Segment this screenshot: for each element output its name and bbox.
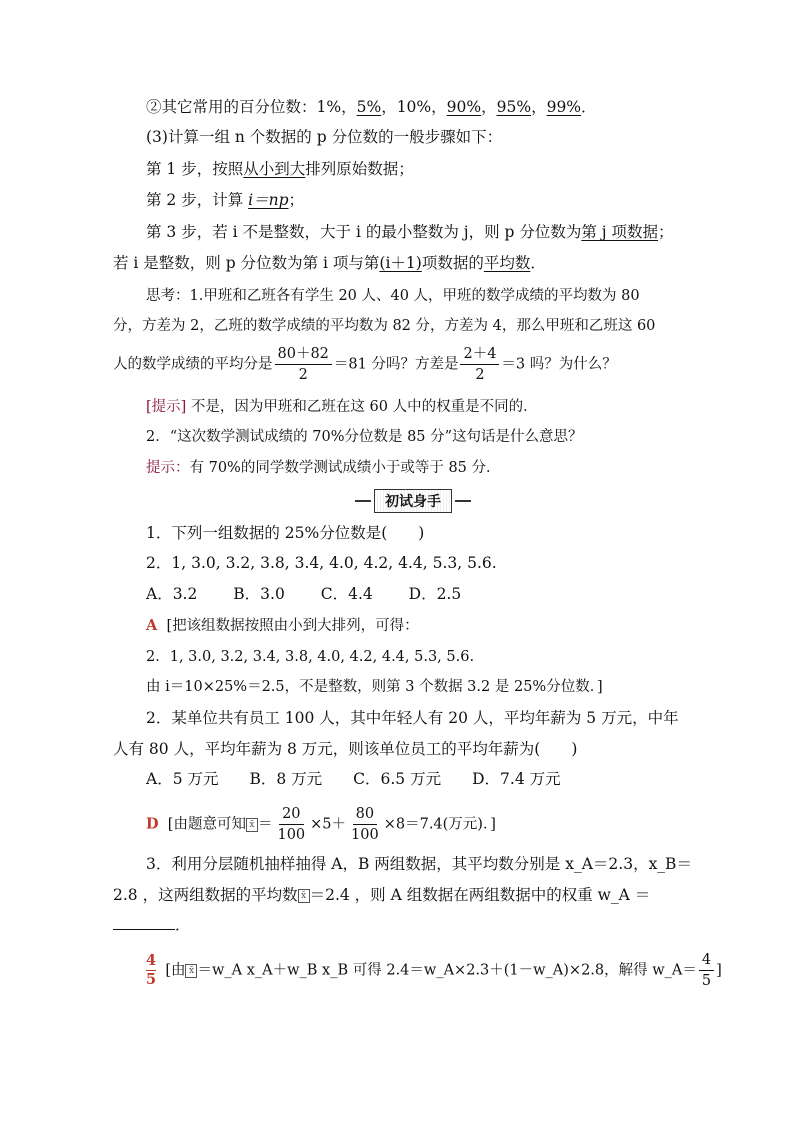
text: ； [658,223,674,241]
fraction [275,344,332,385]
text: ； [288,191,305,209]
text: 若 i 是整数，则 p 分位数为第 i 项与第 [113,254,380,272]
text: ＝81 分吗？方差是 [333,356,459,373]
underlined-answer: i＝np [248,191,289,209]
x-bar-symbol-icon: x̄ [246,818,258,832]
hint-tag: [提示] [146,399,187,415]
denominator: 2 [298,367,308,383]
x-bar-symbol-icon: x̄ [298,889,310,903]
banner-rule [355,500,371,502]
underlined-answer: 99% [546,98,582,116]
text: [由题意可知 [167,816,246,833]
fraction [699,950,714,991]
text: [由 [165,962,186,979]
underlined-answer: 90% [446,98,482,116]
text: ． [530,254,546,272]
numerator: 20 [279,804,303,825]
underlined-answer: 平均数 [483,254,531,272]
question-2: 2．“这次数学测试成绩的 70%分位数是 85 分”这句话是什么意思？ [146,429,583,445]
text: ＝2.4 ，则 A 组数据在两组数据中的权重 w_A ＝ [309,886,651,904]
denominator: 2 [475,367,485,383]
text: ] [716,962,722,979]
problem-1: 1．下列一组数据的 25%分位数是( ) [146,524,425,542]
numerator: 4 [699,950,714,971]
denominator: 100 [351,827,379,843]
text: 第 2 步，计算 [146,191,249,209]
numerator: 80 [353,804,377,825]
problem-1-options: A．3.2 B．3.0 C．4.4 D．2.5 [146,585,462,603]
denominator: 5 [701,973,712,989]
numerator: 80＋82 [275,344,332,365]
think-line-2: 分，方差为 2，乙班的数学成绩的平均数为 82 分，方差为 4，那么甲班和乙班这 60 [113,318,656,334]
underlined-answer: 从小到大 [243,160,306,178]
text: ×5＋ [310,816,347,833]
underlined-answer: 第 j 项数据 [581,223,659,241]
text: 项数据的 [421,254,484,272]
text: ． [581,98,597,116]
fraction [348,804,382,845]
problem-2-line-2: 人有 80 人，平均年薪为 8 万元，则该单位员工的平均年薪为( ) [113,740,578,758]
solution-1-line-2: 2．1, 3.0, 3.2, 3.4, 3.8, 4.0, 4.2, 4.4, 5.3, 5.6. [146,649,475,665]
problem-1-data: 2．1, 3.0, 3.2, 3.8, 3.4, 4.0, 4.2, 4.4, 5.3, 5.6. [146,554,497,572]
underlined-answer: (i＋1) [379,254,422,272]
text: 不是，因为甲班和乙班在这 60 人中的权重是不同的． [186,399,538,415]
text: 有 70%的同学数学测试成绩小于或等于 85 分． [189,460,501,476]
step-2 [146,189,304,211]
problem-3-line-1: 3．利用分层随机抽样抽得 A，B 两组数据，其平均数分别是 x_A＝2.3，x_B＝ [146,855,692,873]
step-3 [146,221,674,243]
text: ，10%， [381,98,447,116]
hint-tag: 提示： [146,460,190,476]
solution-3 [146,950,722,991]
answer-fraction [146,952,156,989]
numerator: 2＋4 [460,344,499,365]
numerator: 4 [146,952,157,969]
step-3-cont [113,252,546,274]
denominator: 5 [146,971,157,988]
denominator: 100 [277,827,306,843]
problem-3-line-2 [113,884,650,906]
steps-heading: (3)计算一组 n 个数据的 p 分位数的一般步骤如下： [146,128,503,146]
text: 第 3 步，若 i 不是整数，大于 i 的最小整数为 j，则 p 分位数为 [146,223,582,241]
solution-1-line-3: 由 i＝10×25%＝2.5，不是整数，则第 3 个数据 3.2 是 25%分位数．] [146,679,603,695]
problem-2-options: A．5 万元 B．8 万元 C．6.5 万元 D．7.4 万元 [146,770,561,788]
text: ＝w_A x_A＋w_B x_B 可得 2.4＝w_A×2.3＋(1－w_A)×2.8，解得 w_A＝ [197,962,697,979]
text: 排列原始数据； [305,160,414,178]
fraction [460,344,499,385]
percentiles-line [146,96,597,118]
hint-2 [146,457,501,479]
underlined-answer: 5% [356,98,382,116]
underlined-answer: 95% [496,98,532,116]
text: 人的数学成绩的平均分是 [113,356,273,373]
text: 第 1 步，按照 [146,160,244,178]
text: ②其它常用的百分位数：1%， [146,98,357,116]
text: 2.8 ，这两组数据的平均数 [113,886,298,904]
solution-2: D [由题意可知 x̄ ＝ $\frac{20}{100}$ ×5＋ $\frac{80}{100}$ ×8＝7.4(万元)．] [146,806,496,843]
step-1 [146,158,414,180]
banner-title: 初试身手 [374,489,452,513]
think-line-1: 思考：1.甲班和乙班各有学生 20 人、40 人，甲班的数学成绩的平均数为 80 [146,288,640,304]
section-banner [361,490,465,512]
answer-letter: D [146,815,159,833]
hint-1 [146,396,538,418]
answer-blank [113,915,175,930]
text: ， [531,98,547,116]
problem-2-line-1: 2．某单位共有员工 100 人，其中年轻人有 20 人，平均年薪为 5 万元，中年 [146,709,679,727]
text: [把该组数据按照由小到大排列，可得： [166,618,419,634]
banner-rule [455,500,471,502]
text: ×8＝7.4(万元)．] [383,816,496,833]
solution-1-line-1 [146,615,419,637]
text: ＝3 吗？为什么？ [501,356,617,373]
think-line-3 [113,344,617,385]
fraction [274,804,308,845]
text: ． [175,916,191,934]
answer-letter: A [146,617,158,634]
problem-3-blank-line [113,914,191,936]
x-bar-symbol-icon: x̄ [185,964,197,978]
text: ， [481,98,497,116]
